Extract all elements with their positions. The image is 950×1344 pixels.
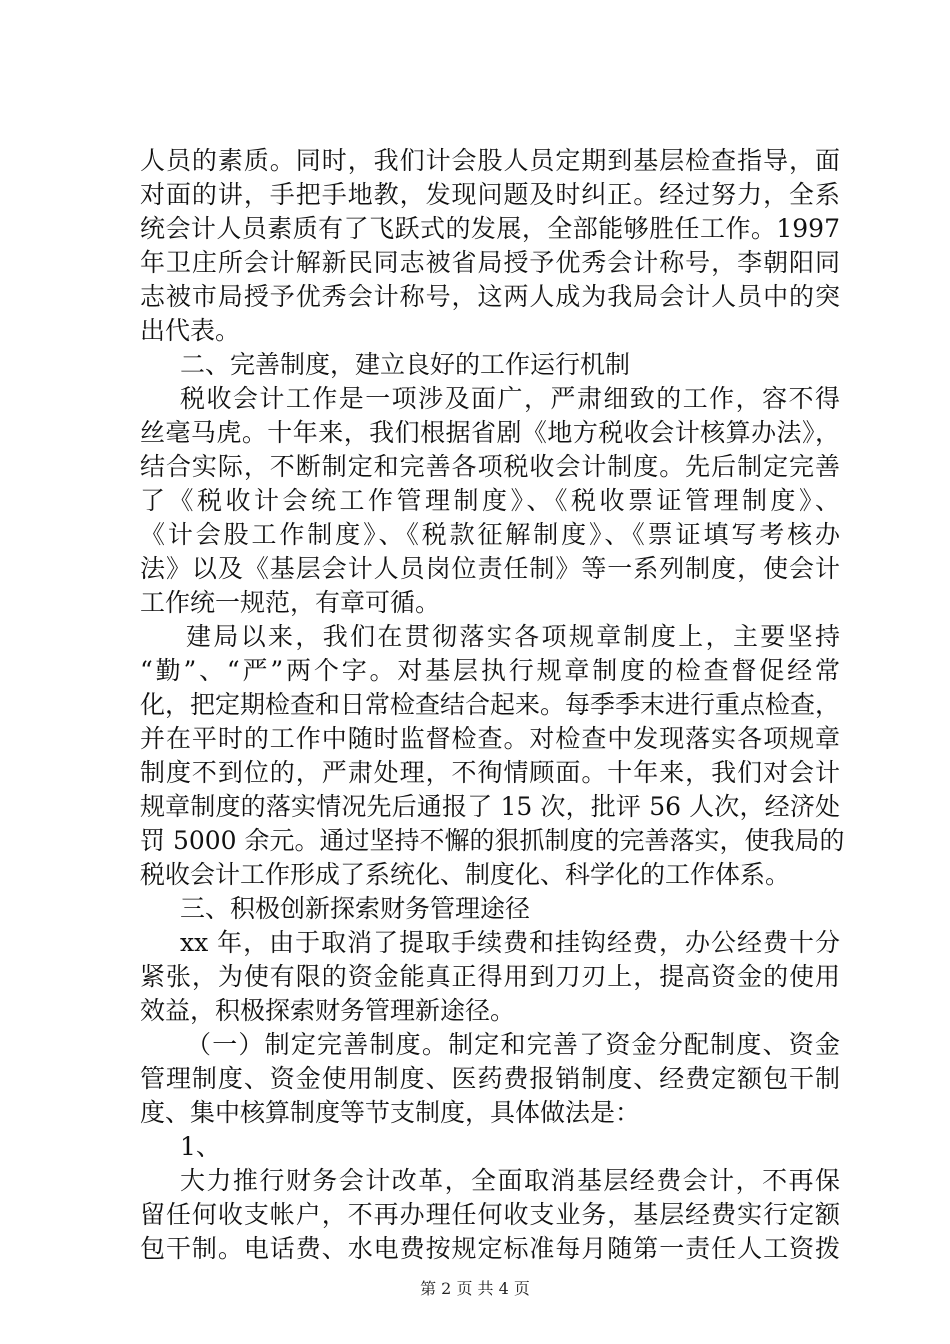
subsection-line: （一）制定完善制度。制定和完善了资金分配制度、资金 [186,1030,840,1059]
body-line: 志被市局授予优秀会计称号，这两人成为我局会计人员中的突 [140,282,840,311]
body-line: 了《税收计会统工作管理制度》、《税收票证管理制度》、 [140,486,840,515]
body-line: 制度不到位的，严肃处理，不徇情顾面。十年来，我们对会计 [140,758,840,787]
list-number: 1、 [180,1132,221,1161]
body-line: 紧张，为使有限的资金能真正得用到刀刃上，提高资金的使用 [140,962,840,991]
body-line: 出代表。 [140,316,241,345]
body-line: 效益，积极探索财务管理新途径。 [140,996,516,1025]
page-footer: 第 2 页 共 4 页 [420,1279,530,1298]
body-line: 年卫庄所会计解新民同志被省局授予优秀会计称号，李朝阳同 [140,248,840,277]
body-line: 税收会计工作是一项涉及面广，严肃细致的工作，容不得 [180,384,840,413]
body-line: 度、集中核算制度等节支制度，具体做法是： [140,1098,641,1127]
body-line: 对面的讲，手把手地教，发现问题及时纠正。经过努力，全系 [140,180,840,209]
body-line: 大力推行财务会计改革，全面取消基层经费会计，不再保 [180,1166,840,1195]
section-heading: 三、积极创新探索财务管理途径 [180,894,531,923]
body-line: 留任何收支帐户，不再办理任何收支业务，基层经费实行定额 [140,1200,840,1229]
body-line: “勤”、“严”两个字。对基层执行规章制度的检查督促经常 [140,656,840,685]
body-line: 丝毫马虎。十年来，我们根据省剧《地方税收会计核算办法》， [140,418,840,447]
body-line: xx 年，由于取消了提取手续费和挂钩经费，办公经费十分 [180,928,840,957]
body-line: 工作统一规范，有章可循。 [140,588,441,617]
body-line: 建局以来，我们在贯彻落实各项规章制度上，主要坚持 [186,622,840,651]
section-heading: 二、完善制度，建立良好的工作运行机制 [180,350,631,379]
body-line: 规章制度的落实情况先后通报了 15 次，批评 56 人次，经济处 [140,792,840,821]
body-line: 管理制度、资金使用制度、医药费报销制度、经费定额包干制 [140,1064,840,1093]
body-line: 税收会计工作形成了系统化、制度化、科学化的工作体系。 [140,860,791,889]
body-line: 结合实际，不断制定和完善各项税收会计制度。先后制定完善 [140,452,840,481]
body-line: 人员的素质。同时，我们计会股人员定期到基层检查指导，面 [140,146,840,175]
body-line: 并在平时的工作中随时监督检查。对检查中发现落实各项规章 [140,724,840,753]
body-line: 包干制。电话费、水电费按规定标准每月随第一责任人工资拨 [140,1234,840,1263]
body-line: 法》以及《基层会计人员岗位责任制》等一系列制度，使会计 [140,554,840,583]
body-line: 罚 5000 余元。通过坚持不懈的狠抓制度的完善落实，使我局的 [140,826,845,855]
body-line: 统会计人员素质有了飞跃式的发展，全部能够胜任工作。1997 [140,214,840,243]
body-line: 《计会股工作制度》、《税款征解制度》、《票证填写考核办 [140,520,840,549]
body-line: 化，把定期检查和日常检查结合起来。每季季末进行重点检查， [140,690,841,719]
